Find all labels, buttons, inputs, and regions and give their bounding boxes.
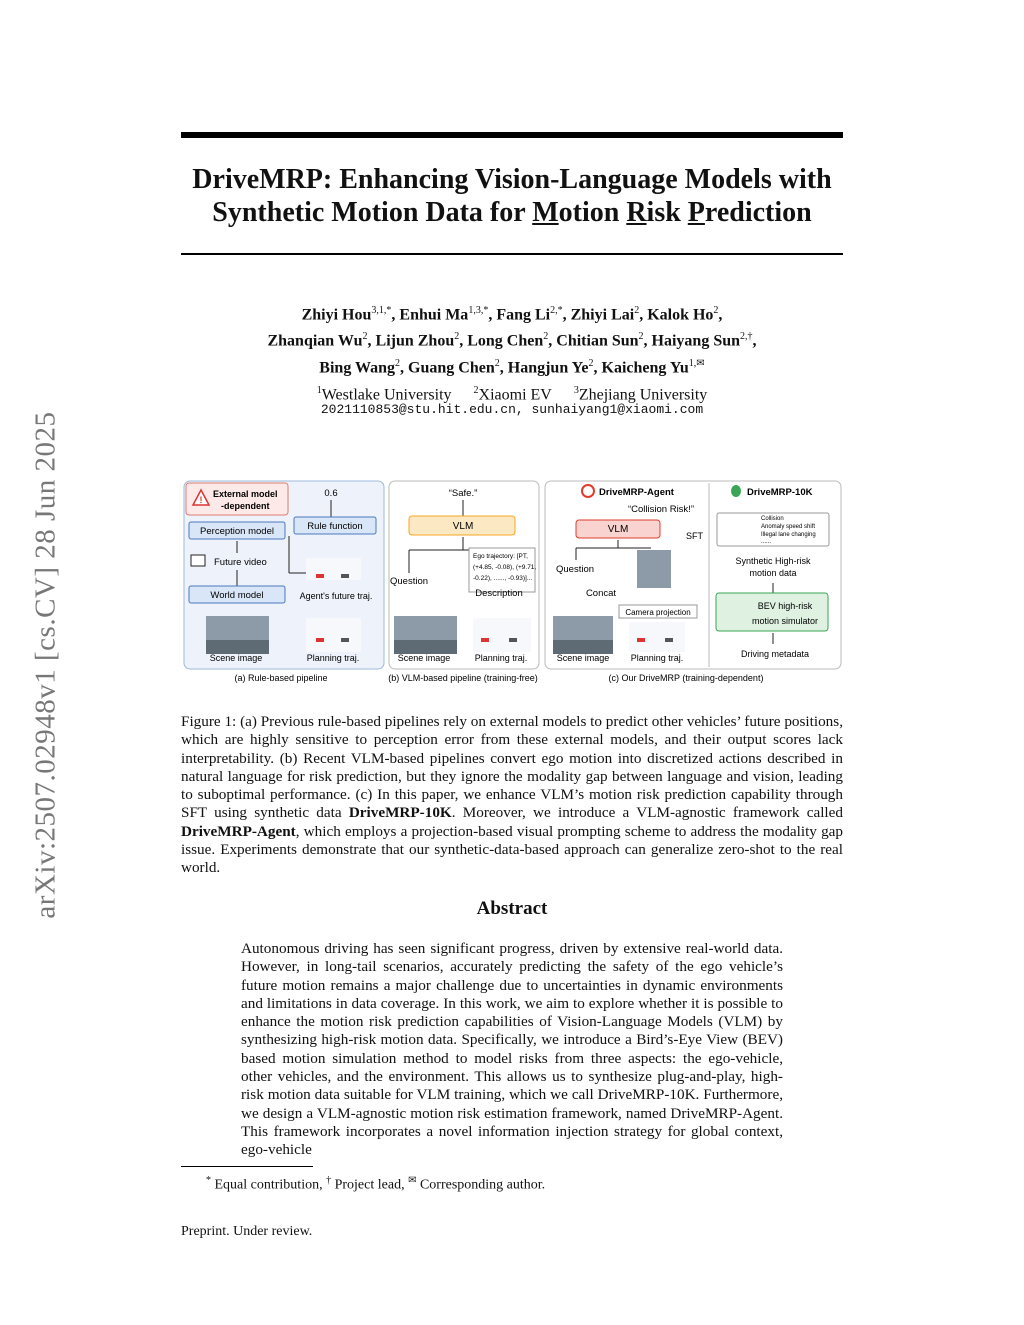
svg-text:Scene image: Scene image [556,653,610,663]
description-label: Description [475,588,523,599]
author-name: Enhui Ma [399,306,469,324]
author-name: Kaicheng Yu [601,358,689,376]
author-affil-marker: 2 [362,331,368,343]
svg-text:Collision: Collision [761,516,784,522]
author-name: Long Chen [467,332,544,350]
author-affil-marker: 2,* [550,305,563,316]
svg-text:VLM: VLM [607,524,629,535]
author-name: Fang Li [496,306,551,324]
svg-text:motion data: motion data [749,568,797,578]
author-separator: , [639,306,648,324]
author-affil-marker: 2 [634,305,640,316]
author-affil-marker: 2 [713,305,719,316]
author-separator: , [643,332,652,350]
footnote-rule [181,1166,313,1167]
collision-risk-label: “Collision Risk!” [628,504,694,515]
projected-image [637,550,671,588]
author-affil-marker: 3,1,* [371,305,392,316]
author-affil-marker: 2 [588,357,594,369]
svg-text:Rule function: Rule function [307,521,363,532]
author-name: Hangjun Ye [507,358,589,376]
figure-1 [181,478,843,688]
author-affil-marker: 2 [543,331,549,343]
video-icon [191,555,205,566]
question-label-b: Question [390,576,429,587]
agent-title: DriveMRP-Agent [599,487,674,498]
author-emails: 2021110853@stu.hit.edu.cn, sunhaiyang1@xiaomi.com [320,402,704,417]
svg-text:VLM: VLM [452,521,474,532]
planning-thumb-c [629,622,685,652]
panel-c-label: (c) Our DriveMRP (training-dependent) [608,673,764,683]
author-separator: , [593,358,602,376]
future-video-label: Future video [214,557,267,568]
svg-text:Planning traj.: Planning traj. [630,653,684,663]
author-affil-marker: 2 [638,331,644,343]
abstract-text: Autonomous driving has seen significant progress, driven by extensive real-world data. However, in long-tail scenarios, accurately predicting the safety of the ego vehicle’s future motion remains a major challenge due to uncertainties in dynamic environments and limitations in data coverage. In this work, we aim to explore whether it is possible to enhance the motion risk prediction capabilities of Vision-Language Models (VLM) by synthesizing high-risk motion data. Specifically, we introduce a Bird’s-Eye View (BEV) based motion simulation method to model risks from three aspects: the ego-vehicle, other vehicles, and the environment. This allows us to synthesize plug-and-play, high-risk motion data suitable for VLM training, which we call DriveMRP-10K. Furthermore, we design a VLM-agnostic motion risk estimation framework, named DriveMRP-Agent. This framework incorporates a novel information injection strategy for global context, ego-vehicle [241,940,783,1159]
footnote: * Equal contribution, † Project lead, ✉ Corresponding author. [206,1175,546,1193]
dependent-label: -dependent [221,501,270,511]
author-name: Guang Chen [408,358,495,376]
title-rule-top [181,132,843,138]
svg-text:BEV high-risk: BEV high-risk [757,601,813,611]
score-label: 0.6 [324,488,338,499]
svg-text:Ego trajectory: [PT,: Ego trajectory: [PT, [473,553,528,560]
author-separator: , [367,332,376,350]
paper-title: DriveMRP: Enhancing Vision-Language Models with Synthetic Motion Data for Motion Risk Prediction [192,164,832,228]
author-separator: , [391,306,400,324]
arxiv-sidebar: arXiv:2507.02948v1 [cs.CV] 28 Jun 2025 [29,411,62,919]
svg-text:......: ...... [761,539,772,545]
author-separator: , [488,306,497,324]
panel-b-label: (b) VLM-based pipeline (training-free) [388,673,538,683]
author-affil-marker: 1,3,* [468,305,489,316]
svg-text:Anomaly speed shift: Anomaly speed shift [761,524,816,530]
external-label: External model [213,489,278,499]
author-name: Bing Wang [319,358,396,376]
sft-label: SFT [686,531,703,541]
panel-a-label: (a) Rule-based pipeline [234,673,328,683]
svg-text:-0.22), ......, -0.93)]...: -0.22), ......, -0.93)]... [473,575,533,582]
driving-metadata-label: Driving metadata [740,649,810,659]
author-name: Zhiyi Hou [301,306,372,324]
author-affil-marker: 1,✉ [688,357,705,369]
svg-text:Scene image: Scene image [397,653,451,663]
author-affil-marker: 2,† [740,331,753,343]
author-separator: , [718,306,723,324]
author-name: Haiyang Sun [651,332,741,350]
svg-text:!: ! [199,495,203,505]
svg-text:Planning traj.: Planning traj. [306,653,360,663]
author-affil-marker: 2 [454,331,460,343]
concat-label: Concat [585,588,617,599]
question-label-c: Question [556,564,595,575]
agent-logo-icon [582,485,594,497]
affiliations: $^1$Westlake University $^2$Xiaomi EV $^3$Zhejiang University [316,385,708,404]
svg-text:Perception model: Perception model [200,526,274,537]
author-list [181,300,843,379]
svg-text:Camera projection: Camera projection [625,608,691,617]
author-affil-marker: 2 [494,357,500,369]
svg-text:(+4.85, -0.08), (+9.71,: (+4.85, -0.08), (+9.71, [473,564,537,571]
author-affil-marker: 2 [395,357,401,369]
author-name: Zhanqian Wu [267,332,363,350]
svg-text:Synthetic High-risk: Synthetic High-risk [735,556,811,566]
dataset-title: DriveMRP-10K [747,487,813,498]
svg-text:World model: World model [210,590,264,601]
preprint-note: Preprint. Under review. [181,1224,313,1239]
agents-traj-thumb [306,558,361,580]
svg-text:Scene image: Scene image [209,653,263,663]
safe-label: “Safe.” [448,488,478,499]
author-name: Zhiyi Lai [570,306,635,324]
author-name: Chitian Sun [556,332,639,350]
svg-text:Planning traj.: Planning traj. [474,653,528,663]
author-separator: , [400,358,409,376]
abstract-heading: Abstract [476,898,548,919]
title-rule-bottom [181,253,843,255]
author-separator: , [562,306,571,324]
figure-caption: Figure 1: (a) Previous rule-based pipelines rely on external models to predict other vehicles’ future positions, which are highly sensitive to perception error from these external models, and their output scores lack interpretability. (b) Recent VLM-based pipelines convert ego motion into discretized actions described in natural language for risk prediction, but they ignore the modality gap between language and vision, leading to suboptimal performance. (c) In this paper, we enhance VLM’s motion risk prediction capability through SFT using synthetic data DriveMRP-10K. Moreover, we introduce a VLM-agnostic framework called DriveMRP-Agent, which employs a projection-based visual prompting scheme to address the modality gap issue. Experiments demonstrate that our synthetic-data-based approach can generalize zero-shot to the real world. [181,713,843,877]
planning-thumb-b [473,618,531,652]
author-name: Lijun Zhou [375,332,455,350]
planning-thumb-a [306,618,361,652]
author-separator: , [459,332,468,350]
author-separator: , [548,332,557,350]
author-name: Kalok Ho [647,306,714,324]
svg-text:Illegal lane changing: Illegal lane changing [761,532,816,538]
agents-traj-label: Agent's future traj. [299,591,373,601]
svg-text:motion simulator: motion simulator [751,616,819,626]
author-separator: , [499,358,508,376]
database-icon [731,485,741,497]
author-separator: , [752,332,757,350]
